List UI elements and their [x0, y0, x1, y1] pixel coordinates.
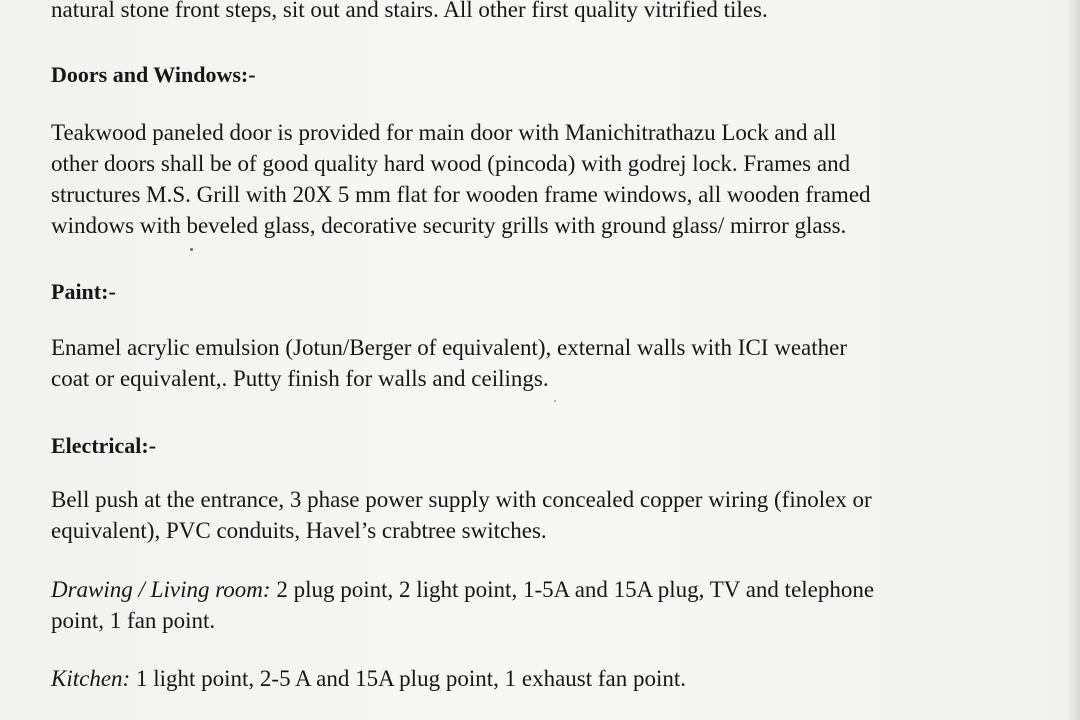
doors-windows-paragraph	[51, 117, 1036, 241]
room-points-text: 1 light point, 2-5 A and 15A plug point, 1 exhaust fan point.	[130, 666, 687, 691]
paragraph-line: Teakwood paneled door is provided for main door with Manichitrathazu Lock and all	[51, 120, 837, 145]
room-label-kitchen: Kitchen:	[51, 666, 131, 691]
paragraph-line: point, 1 fan point.	[51, 608, 216, 633]
electrical-heading: Electrical:-	[51, 433, 157, 458]
paragraph-line: equivalent), PVC conduits, Havel’s crabtree switches.	[51, 518, 547, 543]
kitchen-paragraph	[51, 663, 1036, 694]
page-edge-shadow	[1066, 0, 1080, 720]
room-points-text: 2 plug point, 2 light point, 1-5A and 15A plug, TV and telephone	[270, 577, 875, 602]
paragraph-line	[51, 574, 1036, 605]
paragraph-line: Bell push at the entrance, 3 phase power supply with concealed copper wiring (finolex or	[51, 487, 872, 512]
scan-speck	[190, 248, 193, 251]
scan-speck	[554, 400, 556, 402]
paragraph-line: coat or equivalent,. Putty finish for walls and ceilings.	[51, 366, 549, 391]
floor-paragraph-tail	[51, 0, 1036, 25]
paragraph-line: natural stone front steps, sit out and stairs. All other first quality vitrified tiles.	[51, 0, 768, 22]
paragraph-line: structures M.S. Grill with 20X 5 mm flat for wooden frame windows, all wooden framed	[51, 182, 871, 207]
paint-paragraph	[51, 332, 1036, 394]
electrical-paragraph	[51, 484, 1036, 546]
paragraph-line: Enamel acrylic emulsion (Jotun/Berger of equivalent), external walls with ICI weather	[51, 335, 848, 360]
paint-heading: Paint:-	[51, 279, 116, 304]
paragraph-line: other doors shall be of good quality hard wood (pincoda) with godrej lock. Frames and	[51, 151, 851, 176]
paragraph-line: windows with beveled glass, decorative security grills with ground glass/ mirror glass.	[51, 213, 847, 238]
drawing-living-room-paragraph	[51, 574, 1036, 636]
room-label-drawing-living: Drawing / Living room:	[51, 577, 271, 602]
doors-windows-heading: Doors and Windows:-	[51, 62, 256, 87]
paragraph-line	[51, 663, 1036, 694]
